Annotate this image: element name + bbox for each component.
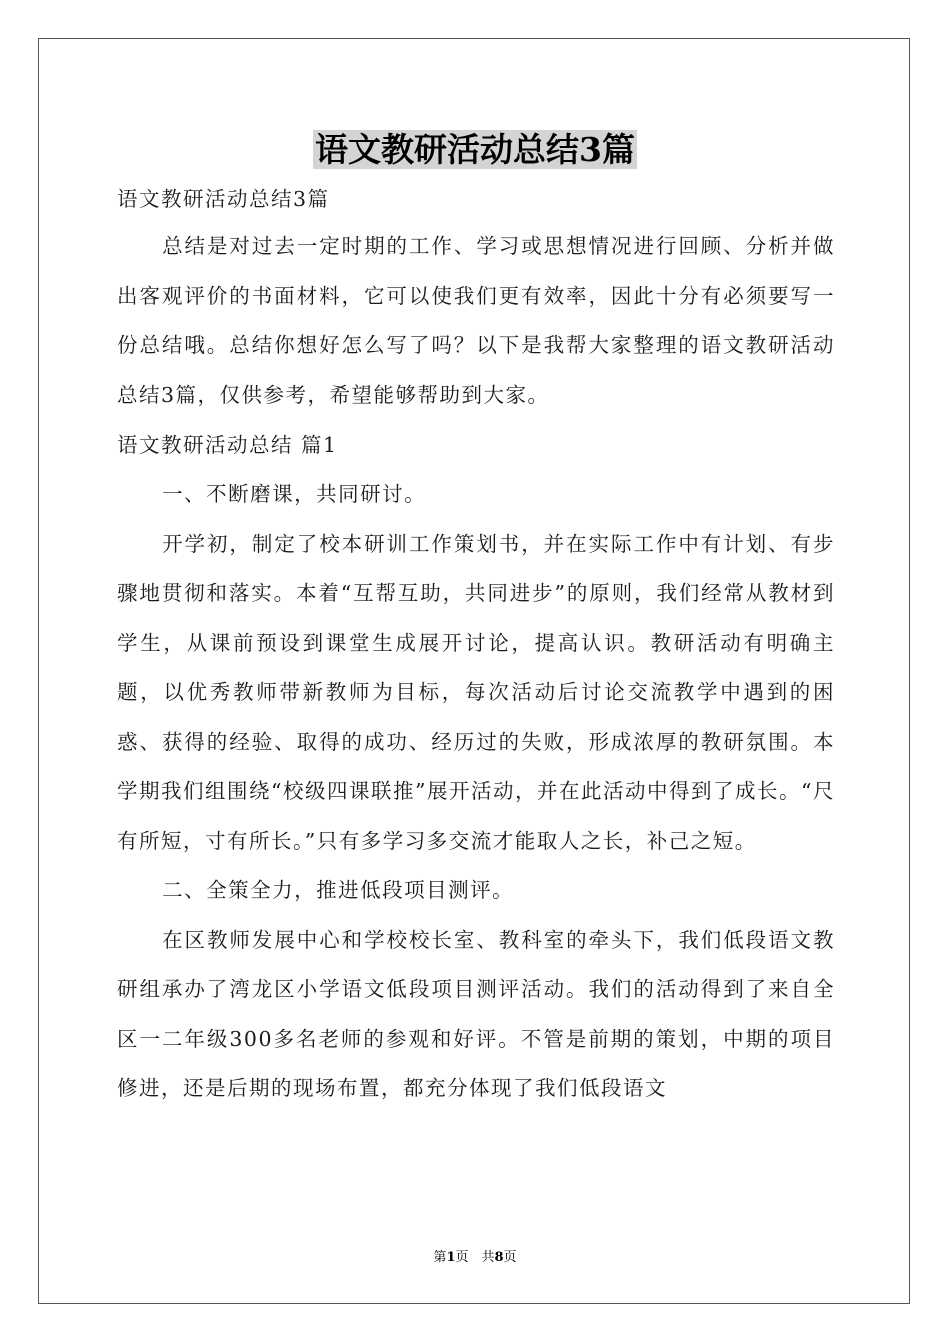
intro-paragraph: 总结是对过去一定时期的工作、学习或思想情况进行回顾、分析并做出客观评价的书面材料，它可以使我们更有效率，因此十分有必须要写一份总结哦。总结你想好怎么写了吗？以下是我帮大家整理的语文教研活动总结3篇，仅供参考，希望能够帮助到大家。: [117, 234, 835, 407]
section-heading: 语文教研活动总结 篇1: [117, 433, 338, 457]
footer-page-prefix: 第: [433, 1250, 447, 1265]
footer-page-mid: 页 共: [455, 1250, 495, 1265]
page-footer: [0, 1246, 950, 1265]
document-subtitle: 语文教研活动总结3篇: [117, 187, 330, 211]
point-heading-1: 一、不断磨课，共同研讨。: [162, 482, 427, 506]
point-body-1: 开学初，制定了校本研训工作策划书，并在实际工作中有计划、有步骤地贯彻和落实。本着“互帮互助，共同进步”的原则，我们经常从教材到学生，从课前预设到课堂生成展开讨论，提高认识。教研活动有明确主题，以优秀教师带新教师为目标，每次活动后讨论交流教学中遇到的困惑、获得的经验、取得的成功、经历过的失败，形成浓厚的教研氛围。本学期我们组围绕“校级四课联推”展开活动，并在此活动中得到了成长。“尺有所短，寸有所长。”只有多学习多交流才能取人之长，补己之短。: [117, 531, 835, 853]
document-title-text: 语文教研活动总结3篇: [315, 130, 635, 169]
footer-page-total: 8: [494, 1250, 504, 1265]
footer-page-current: 1: [446, 1250, 456, 1265]
point-heading-2: 二、全策全力，推进低段项目测评。: [162, 878, 515, 902]
footer-page-suffix: 页: [503, 1250, 517, 1265]
point-body-2: 在区教师发展中心和学校校长室、教科室的牵头下，我们低段语文教研组承办了湾龙区小学语文低段项目测评活动。我们的活动得到了来自全区一二年级300多名老师的参观和好评。不管是前期的策划，中期的项目修进，还是后期的现场布置，都充分体现了我们低段语文: [117, 927, 835, 1100]
document-body: [117, 176, 835, 1114]
document-title: [0, 126, 950, 174]
